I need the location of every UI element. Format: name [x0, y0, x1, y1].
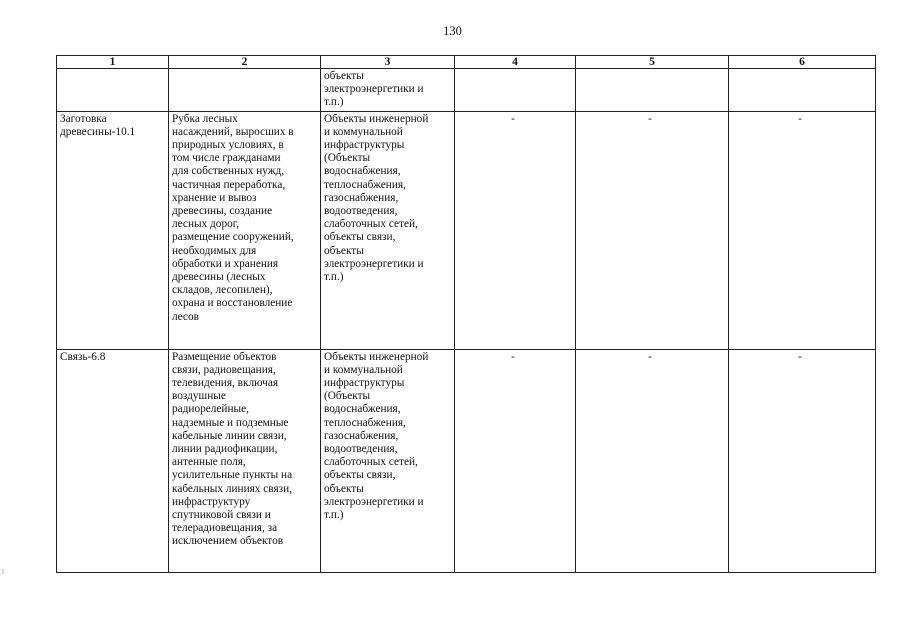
cell-dash: -	[511, 112, 515, 125]
header-cell-3: 3	[321, 56, 455, 69]
cell-text-line: исключением объектов	[172, 535, 284, 548]
cell-text-line: слаботочных сетей,	[324, 218, 418, 231]
cell-text-line: объекты	[324, 482, 364, 495]
table-cell-col-3	[321, 69, 455, 112]
cell-dash: -	[798, 112, 802, 125]
cell-text-line: для собственных нужд,	[172, 165, 285, 178]
table-cell-col-1	[57, 111, 169, 349]
cell-text-line: необходимых для	[172, 244, 257, 257]
cell-text-line: т.п.)	[324, 509, 344, 522]
cell-text-line: древесины-10.1	[60, 125, 136, 138]
cell-text-line: т.п.)	[324, 271, 344, 284]
cell-text-line: воздушные	[172, 390, 226, 403]
header-cell-4: 4	[455, 56, 576, 69]
table-cell-col-3	[321, 349, 455, 572]
cell-text-line: радиорелейные,	[172, 403, 249, 416]
cell-text-line: охрана и восстановление	[172, 297, 293, 310]
cell-text-line: спутниковой связи и	[172, 509, 271, 522]
cell-text-line: объекты	[324, 244, 364, 257]
cell-text-line: (Объекты	[324, 390, 371, 403]
cell-text-line: водоснабжения,	[324, 165, 401, 178]
table-cell-col-5	[576, 69, 729, 112]
table-cell-col-6	[729, 69, 876, 112]
table-cell-col-1	[57, 69, 169, 112]
table-row	[57, 111, 876, 349]
cell-text-line: Заготовка	[60, 112, 107, 125]
cell-text-line: частичная переработка,	[172, 178, 286, 191]
cell-text-line: объекты	[324, 70, 364, 82]
table-cell-col-5	[576, 349, 729, 572]
table-cell-col-6	[729, 111, 876, 349]
cell-text-line: и коммунальной	[324, 363, 403, 376]
cell-text-line: инфраструктуры	[324, 139, 405, 152]
land-use-table	[56, 55, 876, 573]
cell-text-line: надземные и подземные	[172, 416, 289, 429]
table-cell-col-2	[169, 349, 321, 572]
cell-text-line: теплоснабжения,	[324, 416, 406, 429]
cell-text-line: телевидения, включая	[172, 377, 279, 390]
cell-dash: -	[648, 350, 652, 363]
cell-text-line: объекты связи,	[324, 231, 396, 244]
cell-text-line: водоотведения,	[324, 443, 398, 456]
cell-text-line: древесины, создание	[172, 205, 273, 218]
cell-text-line: объекты связи,	[324, 469, 396, 482]
cell-text-line: т.п.)	[324, 96, 344, 109]
cell-text-line: линии радиофикации,	[172, 443, 278, 456]
cell-text-line: электроэнергетики и	[324, 83, 424, 96]
table-cell-col-1	[57, 349, 169, 572]
cell-text-line: том числе гражданами	[172, 152, 281, 165]
cell-dash: -	[511, 350, 515, 363]
cell-text-line: телерадиовещания, за	[172, 522, 278, 535]
cell-text-line: электроэнергетики и	[324, 257, 424, 270]
cell-text-line: электроэнергетики и	[324, 495, 424, 508]
cell-text-line: Размещение объектов	[172, 350, 277, 363]
cell-dash: -	[798, 350, 802, 363]
table-cell-col-4	[455, 69, 576, 112]
cell-text-line: слаботочных сетей,	[324, 456, 418, 469]
cell-text-line: хранение и вывоз	[172, 191, 257, 204]
cell-text-line: размещение сооружений,	[172, 231, 294, 244]
cell-text-line: инфраструктуру	[172, 495, 251, 508]
cell-text-line: и коммунальной	[324, 125, 403, 138]
cell-text-line: газоснабжения,	[324, 191, 399, 204]
cell-text-line: газоснабжения,	[324, 429, 399, 442]
table-cell-col-3	[321, 111, 455, 349]
page-number: 130	[443, 24, 462, 38]
table-cell-col-5	[576, 111, 729, 349]
cell-text-line: Рубка лесных	[172, 112, 238, 125]
table-cell-col-6	[729, 349, 876, 572]
cell-text-line: связи, радиовещания,	[172, 363, 276, 376]
cell-text-line: антенные поля,	[172, 456, 246, 469]
cell-text-line: кабельные линии связи,	[172, 429, 287, 442]
header-cell-6: 6	[729, 56, 876, 69]
cell-text-line: древесины (лесных	[172, 271, 266, 284]
header-cell-2: 2	[169, 56, 321, 69]
table-cell-col-2	[169, 69, 321, 112]
cell-dash: -	[648, 112, 652, 125]
margin-mark: ⁞	[2, 568, 4, 576]
cell-text-line: обработки и хранения	[172, 257, 279, 270]
header-cell-1: 1	[57, 56, 169, 69]
cell-text-line: инфраструктуры	[324, 377, 405, 390]
header-cell-5: 5	[576, 56, 729, 69]
cell-text-line: Объекты инженерной	[324, 112, 429, 125]
table-row	[57, 349, 876, 572]
cell-text-line: Объекты инженерной	[324, 350, 429, 363]
cell-text-line: водоотведения,	[324, 205, 398, 218]
table-cell-col-4	[455, 349, 576, 572]
cell-text-line: Связь-6.8	[60, 350, 106, 363]
cell-text-line: лесных дорог,	[172, 218, 239, 231]
table-cell-col-4	[455, 111, 576, 349]
cell-text-line: насаждений, выросших в	[172, 125, 294, 138]
cell-text-line: водоснабжения,	[324, 403, 401, 416]
cell-text-line: усилительные пункты на	[172, 469, 293, 482]
cell-text-line: кабельных линиях связи,	[172, 482, 293, 495]
table-header-row	[57, 56, 876, 69]
cell-text-line: (Объекты	[324, 152, 371, 165]
table-row	[57, 69, 876, 112]
cell-text-line: складов, лесопилен),	[172, 284, 273, 297]
cell-text-line: лесов	[172, 310, 199, 323]
table-cell-col-2	[169, 111, 321, 349]
cell-text-line: теплоснабжения,	[324, 178, 406, 191]
cell-text-line: природных условиях, в	[172, 139, 284, 152]
